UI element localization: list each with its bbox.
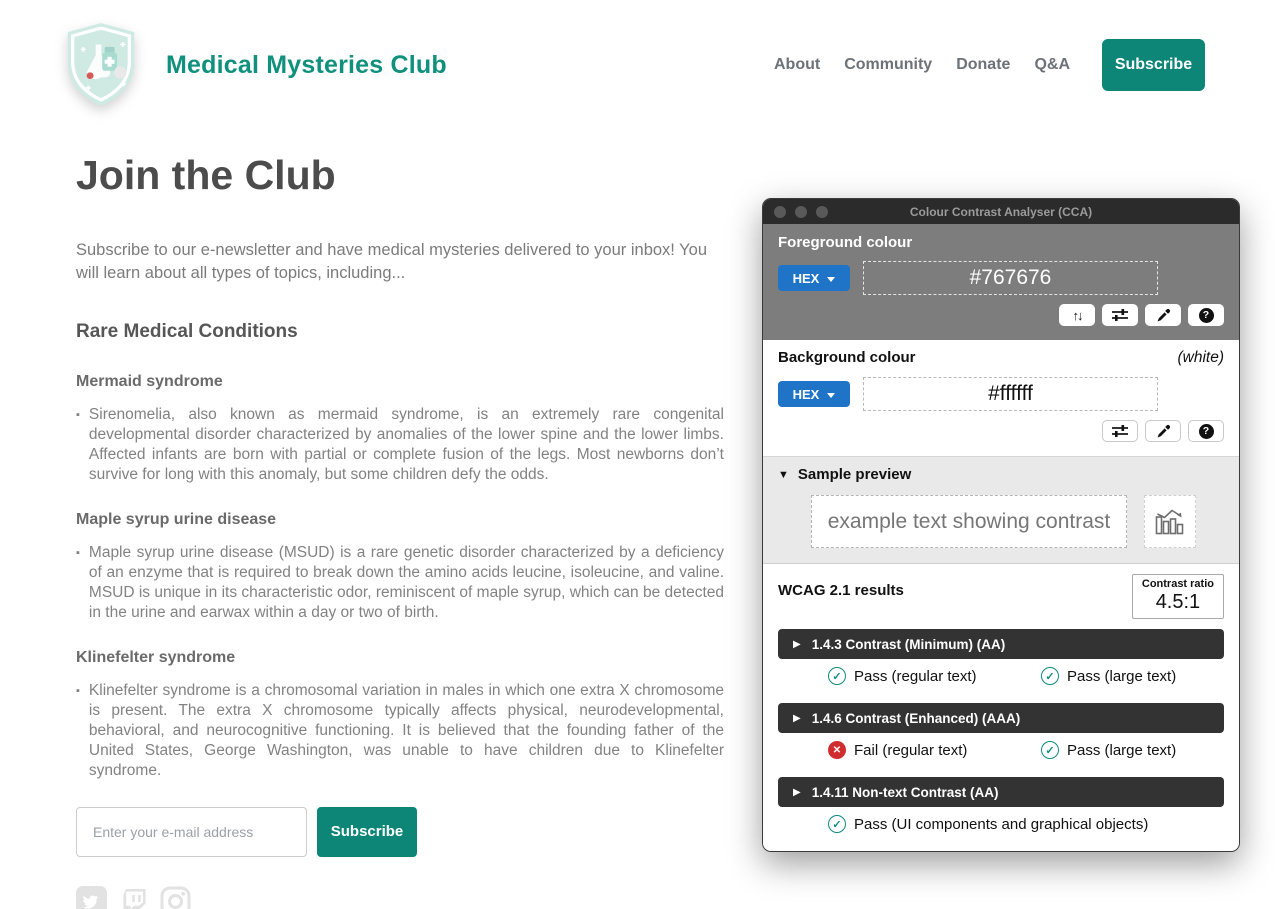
eyedropper-icon xyxy=(1156,308,1171,323)
minimize-window-icon[interactable] xyxy=(795,206,807,218)
page-title: Join the Club xyxy=(76,152,336,198)
contrast-ratio-box xyxy=(1132,574,1224,619)
result-fail-regular-text xyxy=(828,741,1041,759)
foreground-format-select[interactable] xyxy=(778,265,850,291)
bullet-icon: ▪ xyxy=(76,684,80,697)
result-label: Pass (regular text) xyxy=(854,667,977,685)
condition-title: Mermaid syndrome xyxy=(76,372,223,390)
twitter-link[interactable] xyxy=(76,886,107,909)
chevron-down-icon xyxy=(827,393,835,398)
result-pass-large-text xyxy=(1041,667,1176,685)
triangle-collapsed-icon: ▶ xyxy=(793,712,801,724)
cca-window xyxy=(762,198,1240,852)
foreground-sliders-button[interactable] xyxy=(1102,304,1138,326)
foreground-colour-section xyxy=(763,224,1239,340)
nav-item-community[interactable]: Community xyxy=(844,56,933,73)
triangle-collapsed-icon: ▶ xyxy=(793,786,801,798)
background-colour-label: Background colour xyxy=(778,349,916,366)
close-window-icon[interactable] xyxy=(774,206,786,218)
condition-description: Klinefelter syndrome is a chromosomal variation in males in which one extra X chromosome is present. The extra X chromosome typically affects physical, neurodevelopmental, behavioral, and neurocognitive functioning. It is believed that the founding father of the United States, George Washington, was unable to have children due to Klinefelter syndrome. xyxy=(88,681,724,779)
result-label: Pass (large text) xyxy=(1067,667,1177,685)
condition-bullet xyxy=(76,681,724,781)
triangle-expanded-icon: ▼ xyxy=(778,468,789,481)
foreground-tools xyxy=(778,304,1224,326)
swap-arrows-icon: ↑↓ xyxy=(1072,307,1082,323)
background-help-button[interactable] xyxy=(1188,420,1224,442)
nav-item-qa[interactable]: Q&A xyxy=(1034,56,1070,73)
background-colour-value-input[interactable]: #ffffff xyxy=(863,377,1158,411)
sample-preview-row xyxy=(778,495,1224,548)
result-label: Fail (regular text) xyxy=(854,741,968,759)
wcag-results-section xyxy=(763,563,1239,851)
sample-preview-section xyxy=(763,456,1239,563)
result-label: Pass (large text) xyxy=(1067,741,1177,759)
swap-colours-button[interactable] xyxy=(1059,304,1095,326)
zoom-window-icon[interactable] xyxy=(816,206,828,218)
main-content xyxy=(76,152,724,909)
bar-chart-icon xyxy=(1155,508,1185,535)
help-icon: ? xyxy=(1199,308,1214,323)
sample-preview-toggle[interactable] xyxy=(778,466,1224,483)
rule-143-results xyxy=(778,659,1224,693)
condition-mermaid-syndrome xyxy=(76,373,724,485)
newsletter-form xyxy=(76,807,724,857)
intro-paragraph: Subscribe to our e-newsletter and have medical mysteries delivered to your inbox! You will learn about all types of topics, including... xyxy=(76,241,708,282)
nav-item-about[interactable]: About xyxy=(774,56,821,73)
wcag-results-heading: WCAG 2.1 results xyxy=(778,582,904,599)
background-sliders-button[interactable] xyxy=(1102,420,1138,442)
foreground-colour-label: Foreground colour xyxy=(778,234,913,251)
wcag-results-head xyxy=(778,574,1224,619)
twitter-icon xyxy=(76,886,107,909)
rule-146-results xyxy=(778,733,1224,767)
background-tools xyxy=(778,420,1224,442)
sliders-icon xyxy=(1111,424,1129,438)
nav-item-donate[interactable]: Donate xyxy=(956,56,1011,73)
pass-check-icon: ✓ xyxy=(828,815,846,833)
window-controls xyxy=(774,199,828,224)
sample-text-box: example text showing contrast xyxy=(811,495,1127,548)
rule-146-contrast-enhanced[interactable] xyxy=(778,703,1224,733)
site-brand-title: Medical Mysteries Club xyxy=(166,50,447,79)
twitch-icon xyxy=(118,886,149,909)
foreground-help-button[interactable] xyxy=(1188,304,1224,326)
rule-label: 1.4.11 Non-text Contrast (AA) xyxy=(811,784,999,800)
foreground-input-row xyxy=(778,261,1224,295)
condition-description: Maple syrup urine disease (MSUD) is a rare genetic disorder characterized by a deficiency of an enzyme that is required to break down the amino acids leucine, isoleucine, and valine. MSUD is unique in its characteristic odor, reminiscent of maple syrup, which can be detected in the urine and earwax within a day or two of birth. xyxy=(88,543,724,621)
condition-title: Maple syrup urine disease xyxy=(76,510,277,528)
window-title: Colour Contrast Analyser (CCA) xyxy=(909,204,1093,219)
condition-bullet xyxy=(76,543,724,623)
background-format-value: HEX xyxy=(792,386,820,402)
result-label: Pass (UI components and graphical objects) xyxy=(854,815,1149,833)
instagram-icon xyxy=(160,886,191,909)
foreground-colour-value-input[interactable]: #767676 xyxy=(863,261,1158,295)
pass-check-icon: ✓ xyxy=(828,667,846,685)
bullet-icon: ▪ xyxy=(76,546,80,559)
twitch-link[interactable] xyxy=(118,886,149,909)
background-format-select[interactable] xyxy=(778,381,850,407)
main-nav xyxy=(774,39,1205,91)
result-pass-large-text xyxy=(1041,741,1176,759)
cca-titlebar[interactable] xyxy=(763,199,1239,224)
rule-label: 1.4.6 Contrast (Enhanced) (AAA) xyxy=(811,710,1021,726)
contrast-ratio-value: 4.5:1 xyxy=(1155,591,1201,613)
bullet-icon: ▪ xyxy=(76,408,80,421)
social-links xyxy=(76,886,724,909)
condition-title: Klinefelter syndrome xyxy=(76,648,236,666)
club-shield-logo-icon xyxy=(62,19,140,111)
background-input-row xyxy=(778,377,1224,411)
pass-check-icon: ✓ xyxy=(1041,741,1059,759)
site-header xyxy=(0,0,1275,130)
background-head xyxy=(778,349,1224,367)
rule-1411-non-text-contrast[interactable] xyxy=(778,777,1224,807)
fail-cross-icon: ✕ xyxy=(828,741,846,759)
condition-maple-syrup-urine-disease xyxy=(76,511,724,623)
pass-check-icon: ✓ xyxy=(1041,667,1059,685)
condition-bullet xyxy=(76,405,724,485)
eyedropper-icon xyxy=(1156,424,1171,439)
result-pass-ui-components xyxy=(828,815,1148,833)
chevron-down-icon xyxy=(827,277,835,282)
section-heading: Rare Medical Conditions xyxy=(76,320,298,342)
background-colour-name-note: (white) xyxy=(1177,349,1224,366)
rule-1411-results xyxy=(778,807,1224,841)
sliders-icon xyxy=(1111,308,1129,322)
condition-description: Sirenomelia, also known as mermaid syndrome, is an extremely rare congenital developmental disorder characterized by anomalies of the lower spine and the lower limbs. Affected infants are born with partial or complete fusion of the legs. Most newborns don’t survive for long with this anomaly, but some children defy the odds. xyxy=(88,405,724,483)
nav-subscribe-button[interactable]: Subscribe xyxy=(1102,39,1205,91)
result-pass-regular-text xyxy=(828,667,1041,685)
rule-label: 1.4.3 Contrast (Minimum) (AA) xyxy=(811,636,1006,652)
background-colour-section xyxy=(763,340,1239,456)
foreground-eyedropper-button[interactable] xyxy=(1145,304,1181,326)
contrast-ratio-label: Contrast ratio xyxy=(1141,578,1214,590)
condition-klinefelter-syndrome xyxy=(76,649,724,781)
email-input[interactable] xyxy=(76,807,307,857)
subscribe-button[interactable]: Subscribe xyxy=(317,807,417,857)
triangle-collapsed-icon: ▶ xyxy=(793,638,801,650)
instagram-link[interactable] xyxy=(160,886,191,909)
rule-143-contrast-minimum[interactable] xyxy=(778,629,1224,659)
foreground-format-value: HEX xyxy=(792,270,820,286)
help-icon: ? xyxy=(1199,424,1214,439)
sample-graphics-box[interactable] xyxy=(1144,495,1196,548)
background-eyedropper-button[interactable] xyxy=(1145,420,1181,442)
sample-preview-label: Sample preview xyxy=(797,466,912,483)
